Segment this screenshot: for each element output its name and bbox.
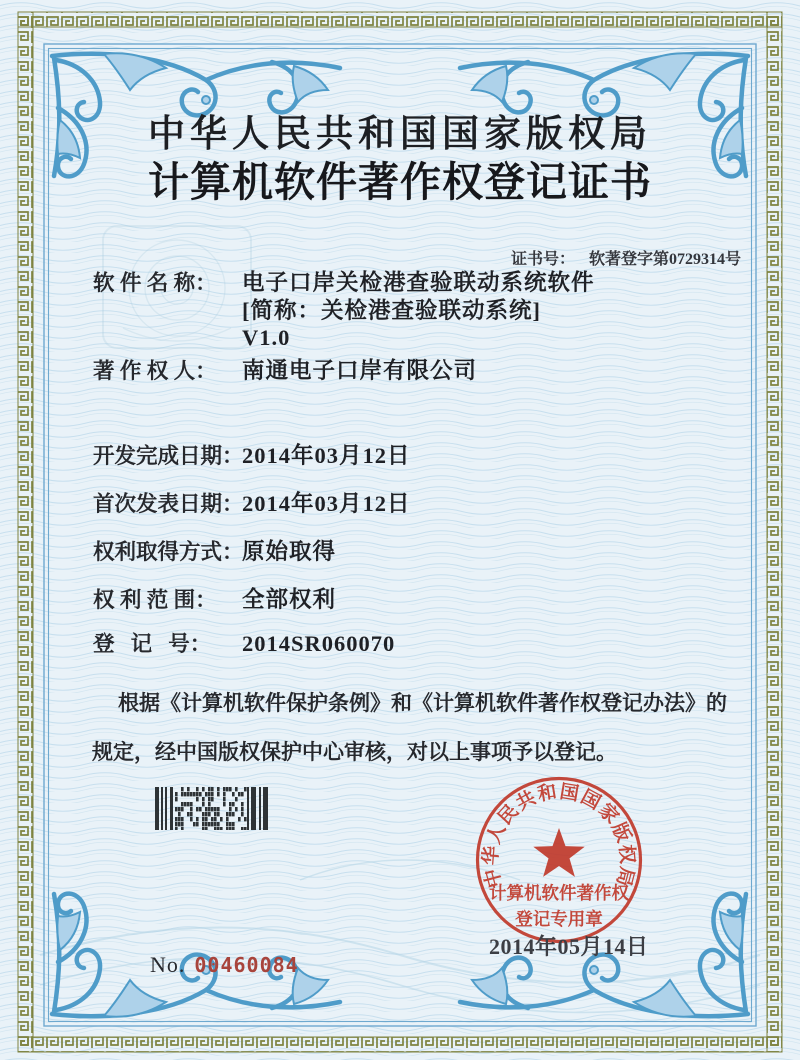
registration-no-label: 登 记 号：: [93, 632, 212, 656]
copyright-owner-value: 南通电子口岸有限公司: [242, 358, 478, 383]
certificate-title: 计算机软件著作权登记证书: [148, 159, 652, 205]
serial-number-line: [128, 932, 299, 998]
software-name-value: 电子口岸关检港查验联动系统软件: [242, 270, 595, 295]
serial-number-value: 00460084: [194, 953, 299, 977]
barcode: [155, 787, 268, 830]
rights-scope-value: 全部权利: [242, 587, 337, 612]
software-name-label: 软 件 名 称：: [93, 271, 217, 295]
registration-no-value: 2014SR060070: [242, 631, 396, 656]
certificate-number-label: 证书号：: [511, 251, 576, 268]
registration-statement: 根据《计算机软件保护条例》和《计算机软件著作权登记办法》的规定，经中国版权保护中心审核，对以上事项予以登记。: [92, 691, 727, 764]
software-short-name: [简称：关检港查验联动系统]: [242, 298, 541, 323]
seal-line1: 计算机软件著作权: [489, 883, 629, 903]
serial-number-label: No.: [150, 952, 186, 977]
dev-complete-date-value: 2014年03月12日: [242, 443, 411, 468]
star-icon: [533, 828, 584, 877]
first-publish-date-label: 首次发表日期：: [93, 492, 244, 516]
dev-complete-date-label: 开发完成日期：: [93, 444, 244, 468]
official-seal: [472, 774, 648, 950]
first-publish-date-value: 2014年03月12日: [242, 491, 411, 516]
issuing-authority-title: 中华人民共和国国家版权局: [148, 114, 652, 155]
software-version: V1.0: [242, 325, 291, 350]
rights-scope-label: 权 利 范 围：: [93, 588, 217, 612]
seal-ring-text: 中华人民共和国国家版权局: [480, 781, 638, 890]
issue-date: 2014年05月14日: [489, 934, 649, 959]
copyright-owner-label: 著 作 权 人：: [93, 359, 217, 383]
seal-line2: 登记专用章: [515, 909, 603, 929]
rights-acquisition-label: 权利取得方式：: [93, 540, 244, 564]
rights-acquisition-value: 原始取得: [242, 539, 337, 564]
certificate-number-value: 软著登字第0729314号: [589, 251, 742, 268]
